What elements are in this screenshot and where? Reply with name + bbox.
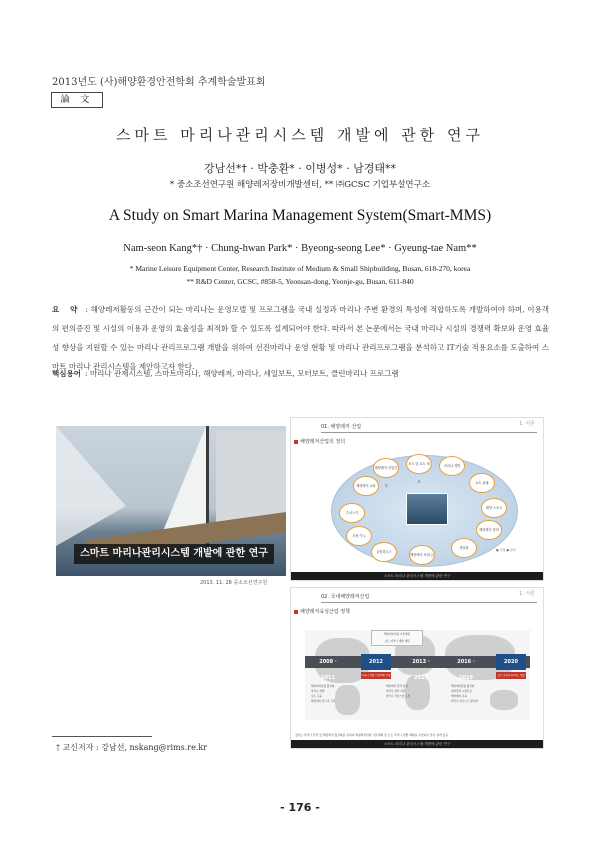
conference-name: 2013년도 (사)해양환경안전학회 추계학술발표회 <box>52 77 266 88</box>
timeline-year: 2008 · 2011 <box>319 659 337 681</box>
bullet-item: 해양레저 인프라 구축 <box>311 700 336 703</box>
figure-domestic-policy <box>290 587 544 749</box>
abstract <box>52 300 549 376</box>
figure-note: 정부는 마리나 관리 및 해양레저 활성화를 위하여 해양레저관광 기본계획 및 요트 마리나 개발 계획을 수립하여 추진 중에 있음 <box>295 733 448 737</box>
plan-box-line: 요트 마리나 개발 계획 <box>384 640 410 643</box>
diagram-node: 보트 및 요트 제조 <box>406 454 432 474</box>
timeline-year: 2016 · 2019 <box>457 659 475 681</box>
keywords-label: 핵심용어 <box>52 369 81 378</box>
sail-shape <box>216 431 286 526</box>
figure-section-title <box>294 438 345 445</box>
figure-section-label: 해양레저산업의 정의 <box>300 439 346 445</box>
sail-shape <box>161 426 206 536</box>
timeline-year: 2013 · 2015 <box>412 659 430 681</box>
diagram-node: 해양레저 장비 <box>476 520 502 540</box>
timeline-year: 2012 <box>361 654 391 670</box>
figure-footer: 스마트 마리나 관리시스템 개발에 관한 연구 <box>291 740 543 748</box>
bullet-list-right <box>451 684 478 704</box>
figure-corner-tag: 1. 서론 <box>518 591 535 597</box>
diagram-node: 조정·카누 <box>346 526 372 546</box>
keywords-text: : 마리나 관제시스템, 스마트마리나, 해양레저, 마리나, 세일보트, 모터보트, 클린마리나 프로그램 <box>84 369 399 378</box>
continent-shape <box>490 690 518 710</box>
bullet-square-icon <box>294 610 298 614</box>
diagram-node: 마리나 개발 <box>439 456 465 476</box>
diagram-node: 해양레저 보험·금 <box>409 545 435 565</box>
diagram-node: 수상스키 <box>339 503 365 523</box>
affiliation-english-2: ** R&D Center, GCSC, #858-5, Yeonsan-dong, Yeonje-gu, Busan, 611-840 <box>186 277 414 286</box>
figure-heading: 02. 국내해양레저산업 <box>321 594 370 600</box>
bullet-item: 보트 교육 <box>311 695 322 698</box>
plan-box <box>371 630 423 646</box>
timeline-year: 2020 <box>496 654 526 670</box>
keywords <box>52 368 549 379</box>
diagram-node: 해양레저 교육 <box>353 476 379 496</box>
continent-shape <box>335 685 360 715</box>
paper-type-badge: 論 文 <box>51 92 103 108</box>
figure-footer: 스마트 마리나 관리시스템 개발에 관한 연구 <box>291 572 543 580</box>
cover-slide-caption: 2013. 11. 28 중소조선연구원 <box>200 580 268 586</box>
corresponding-author-footnote: † 교신저자 : 강남선, nskang@rims.re.kr <box>56 743 208 752</box>
title-english: A Study on Smart Marina Management System(Smart-MMS) <box>108 207 492 224</box>
abstract-text: : 해양레저활동의 근간이 되는 마리나는 운영모델 및 프로그램을 국내 실정과 마리나 주변 환경의 특성에 적합하도록 개발하여야 하며, 이용객의 편의증진 및 시설의 이용과 운영의 효율성을 최적화 할 수 있도록 설계되어야 한다. 따라서 본 논문에서는 국내 마리나 시설의 경쟁력 확보와 운영 효율성 향상을 지원할 수 있는 마리나 관리프로그램 개발을 위하여 선진마리나 운영 현황 및 마리나 관리프로그램을 분석하고 IT기술 적용요소를 도출하여 스마트 마리나 관리시스템을 제안하고자 한다. <box>52 305 549 371</box>
timeline-highlight: 마리나 개발 기본계획 수립 <box>361 674 391 677</box>
bullet-item: 해양레저 인력 양성 <box>386 685 408 688</box>
diagram-node: 해양 스포츠 <box>481 498 507 518</box>
bullet-square-icon <box>294 440 298 444</box>
diagram-node: 세일링 <box>451 538 477 558</box>
bullet-item: 해양레저관광 활성화 <box>311 685 335 688</box>
divider <box>321 432 537 433</box>
affiliation-korean: * 중소조선연구원 해양레저장비개발센터, ** ㈜GCSC 기업부설연구소 <box>169 180 431 190</box>
diagram-node: 요트 관광 <box>469 473 495 493</box>
page-number: - 176 - <box>280 801 320 814</box>
bullet-item: 마리나 개발 <box>311 690 325 693</box>
diagram-node: 해양레저 산업단지 <box>373 458 399 478</box>
sail-shape <box>56 426 126 546</box>
timeline-highlight: 요트 마리나 10개소 개발 계획 <box>497 674 525 684</box>
bullet-item: 마리나 항만 지정 <box>386 690 406 693</box>
figure-section-label: 해양레저육성산업 정책 <box>300 609 350 615</box>
diagram-legend: ● 직접 ● 관련 <box>496 548 516 552</box>
cover-slide-banner: 스마트 마리나관리시스템 개발에 관한 연구 <box>74 544 274 564</box>
affiliation-english-1: * Marine Leisure Equipment Center, Research Institute of Medium & Small Shipbuilding, Busan, 618-270, korea <box>129 264 471 273</box>
figure-heading: 01. 해양레저 산업 <box>321 424 362 430</box>
bullet-item: 레저선박 시험인증 <box>451 690 472 693</box>
boat-photo <box>406 493 448 525</box>
divider <box>321 602 537 603</box>
bullet-list-left <box>311 684 335 704</box>
bullet-list-mid <box>386 684 410 699</box>
title-korean: 스마트 마리나관리시스템 개발에 관한 연구 <box>116 126 484 144</box>
bullet-item: 마리나 비즈니스 활성화 <box>451 700 478 703</box>
figure-corner-tag: 1. 서론 <box>518 421 535 427</box>
bullet-item: 해양레저관광 활성화 <box>451 685 475 688</box>
bullet-item: 해양레저 교육 <box>451 695 467 698</box>
footnote-divider <box>52 736 152 737</box>
figure-marine-leisure-industry <box>290 417 544 581</box>
diagram-node: 클럽하우스 <box>371 542 397 562</box>
abstract-label: 요 약 <box>52 305 82 314</box>
authors-korean: 강남선*† · 박충환* · 이병성* · 남경태** <box>204 162 396 175</box>
plan-box-line: 해양레저관광 기본계획 <box>384 633 410 636</box>
figure-section-title <box>294 608 350 615</box>
authors-english: Nam-seon Kang*† · Chung-hwan Park* · Byeong-seong Lee* · Gyeung-tae Nam** <box>123 243 477 254</box>
cover-slide-figure <box>56 426 286 576</box>
bullet-item: 마리나 서비스업 도입 <box>386 695 411 698</box>
